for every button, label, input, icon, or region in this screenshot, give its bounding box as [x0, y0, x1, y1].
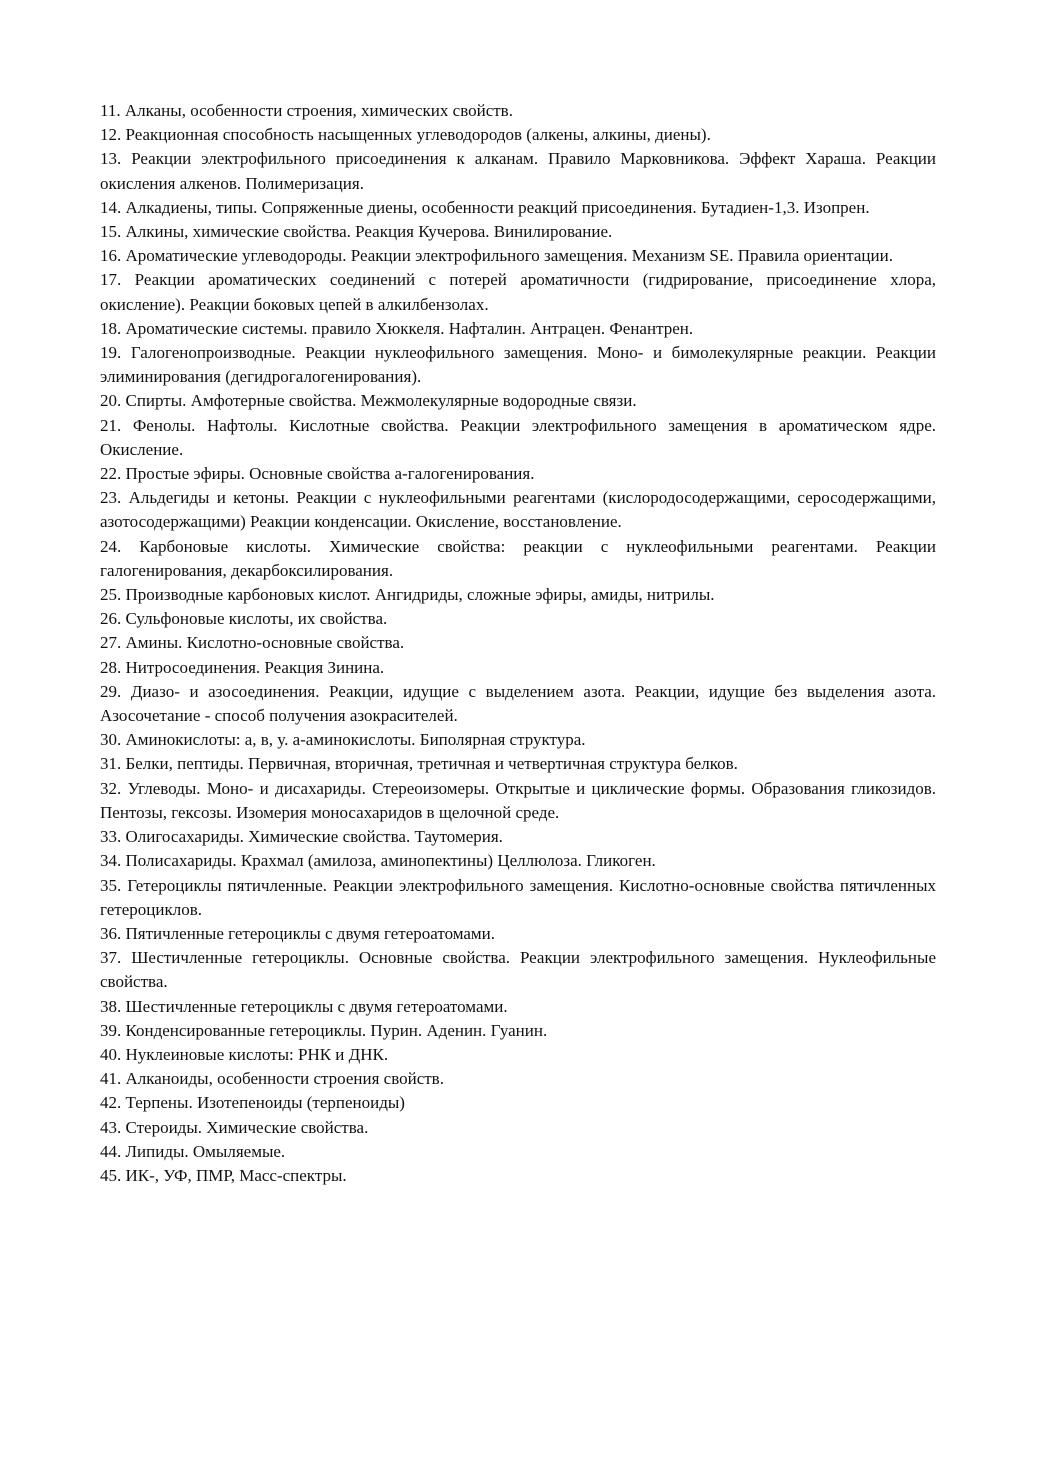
item-number: 35.: [100, 875, 122, 895]
item-number: 27.: [100, 633, 122, 653]
item-text: Нитросоединения. Реакция Зинина.: [125, 657, 385, 677]
item-number: 32.: [100, 778, 122, 798]
list-item-38: [100, 995, 936, 1019]
item-number: 12.: [100, 125, 122, 145]
item-number: 41.: [100, 1069, 122, 1089]
list-item-37: [100, 946, 936, 994]
item-number: 44.: [100, 1141, 122, 1161]
list-item-21: [100, 414, 936, 462]
item-text: Алкадиены, типы. Сопряженные диены, особенности реакций присоединения. Бутадиен-1,3. Изопрен.: [125, 197, 870, 217]
item-number: 39.: [100, 1020, 122, 1040]
list-item-31: [100, 752, 936, 776]
list-item-16: [100, 244, 936, 268]
list-item-33: [100, 825, 936, 849]
item-text: Пятичленные гетероциклы с двумя гетероатомами.: [125, 923, 496, 943]
item-text: Альдегиды и кетоны. Реакции с нуклеофильными реагентами (кислородосодержащими, серосодержащими, азотосодержащими) Реакции конденсации. Окисление, восстановление.: [100, 488, 936, 532]
list-item-27: [100, 631, 936, 655]
item-text: Шестичленные гетероциклы с двумя гетероатомами.: [125, 996, 508, 1016]
item-number: 42.: [100, 1093, 122, 1113]
item-text: Реакции электрофильного присоединения к алканам. Правило Марковникова. Эффект Хараша. Реакции окисления алкенов. Полимеризация.: [100, 149, 937, 193]
item-number: 11.: [100, 101, 121, 120]
item-number: 17.: [100, 270, 122, 290]
list-item-44: [100, 1140, 936, 1164]
list-item-23: [100, 486, 936, 534]
list-item-30: [100, 728, 936, 752]
item-text: ИК-, УФ, ПМР, Масс-спектры.: [125, 1165, 347, 1185]
list-item-19: [100, 341, 936, 389]
item-number: 29.: [100, 681, 122, 701]
item-number: 13.: [100, 149, 122, 169]
list-item-26: [100, 607, 936, 631]
list-item-41: [100, 1067, 936, 1091]
list-item-15: [100, 220, 936, 244]
item-text: Нуклеиновые кислоты: РНК и ДНК.: [125, 1044, 389, 1064]
list-item-14: [100, 196, 936, 220]
list-item-29: [100, 680, 936, 728]
item-number: 45.: [100, 1165, 122, 1185]
item-number: 34.: [100, 851, 122, 871]
item-text: Диазо- и азосоединения. Реакции, идущие с выделением азота. Реакции, идущие без выделения азота. Азосочетание - способ получения азокрасителей.: [100, 681, 936, 726]
item-text: Спирты. Амфотерные свойства. Межмолекулярные водородные связи.: [125, 391, 637, 411]
item-text: Простые эфиры. Основные свойства а-галогенирования.: [125, 464, 535, 484]
item-number: 38.: [100, 996, 122, 1016]
list-item-13: [100, 147, 936, 195]
item-number: 43.: [100, 1117, 122, 1137]
item-number: 21.: [100, 415, 122, 435]
item-number: 22.: [100, 464, 122, 484]
item-number: 30.: [100, 730, 122, 750]
list-item-11: [100, 99, 936, 123]
item-number: 15.: [100, 222, 122, 242]
list-item-28: [100, 656, 936, 680]
list-item-35: [100, 874, 936, 922]
question-list: [100, 99, 936, 1188]
item-text: Амины. Кислотно-основные свойства.: [125, 633, 405, 653]
list-item-18: [100, 317, 936, 341]
item-text: Гетероциклы пятичленные. Реакции электрофильного замещения. Кислотно-основные свойства пятичленных гетероциклов.: [100, 875, 937, 919]
item-number: 20.: [100, 391, 122, 411]
item-text: Фенолы. Нафтолы. Кислотные свойства. Реакции электрофильного замещения в ароматическом ядре. Окисление.: [100, 415, 936, 459]
item-text: Ароматические системы. правило Хюккеля. Нафталин. Антрацен. Фенантрен.: [125, 318, 694, 338]
list-item-36: [100, 922, 936, 946]
list-item-12: [100, 123, 936, 147]
item-text: Алканы, особенности строения, химических свойств.: [124, 101, 513, 120]
item-text: Карбоновые кислоты. Химические свойства: реакции с нуклеофильными реагентами. Реакции галогенирования, декарбоксилирования.: [100, 536, 937, 580]
list-item-32: [100, 777, 936, 825]
item-text: Реакции ароматических соединений с потерей ароматичности (гидрирование, присоединение хлора, окисление). Реакции боковых цепей в алкилбензолах.: [100, 270, 936, 314]
list-item-45: [100, 1164, 936, 1188]
item-number: 36.: [100, 923, 122, 943]
item-number: 31.: [100, 754, 122, 774]
list-item-43: [100, 1116, 936, 1140]
item-text: Стероиды. Химические свойства.: [125, 1117, 369, 1137]
list-item-22: [100, 462, 936, 486]
list-item-42: [100, 1091, 936, 1115]
item-number: 26.: [100, 609, 122, 629]
item-number: 14.: [100, 197, 122, 217]
item-number: 40.: [100, 1044, 122, 1064]
item-number: 37.: [100, 948, 122, 968]
list-item-24: [100, 535, 936, 583]
list-item-25: [100, 583, 936, 607]
item-text: Углеводы. Моно- и дисахариды. Стереоизомеры. Открытые и циклические формы. Образования гликозидов. Пентозы, гексозы. Изомерия моносахаридов в щелочной среде.: [100, 778, 937, 822]
item-text: Сульфоновые кислоты, их свойства.: [125, 609, 388, 629]
item-number: 24.: [100, 536, 122, 556]
item-text: Аминокислоты: а, в, у. а-аминокислоты. Биполярная структура.: [125, 730, 586, 750]
item-number: 16.: [100, 246, 122, 266]
item-number: 19.: [100, 343, 122, 363]
list-item-34: [100, 849, 936, 873]
item-text: Галогенопроизводные. Реакции нуклеофильного замещения. Моно- и бимолекулярные реакции. Реакции элиминирования (дегидрогалогенирования).: [100, 343, 937, 387]
list-item-17: [100, 268, 936, 316]
item-text: Липиды. Омыляемые.: [125, 1141, 286, 1161]
list-item-20: [100, 389, 936, 413]
item-text: Терпены. Изотепеноиды (терпеноиды): [125, 1093, 405, 1113]
list-item-40: [100, 1043, 936, 1067]
item-text: Производные карбоновых кислот. Ангидриды, сложные эфиры, амиды, нитрилы.: [125, 585, 715, 605]
item-number: 28.: [100, 657, 122, 677]
list-item-39: [100, 1019, 936, 1043]
item-text: Алканоиды, особенности строения свойств.: [125, 1069, 444, 1089]
item-text: Шестичленные гетероциклы. Основные свойства. Реакции электрофильного замещения. Нуклеофильные свойства.: [100, 948, 936, 992]
item-number: 23.: [100, 488, 122, 508]
item-text: Ароматические углеводороды. Реакции электрофильного замещения. Механизм SE. Правила ориентации.: [125, 246, 893, 266]
item-number: 18.: [100, 318, 122, 338]
item-text: Алкины, химические свойства. Реакция Кучерова. Винилирование.: [125, 222, 613, 242]
item-text: Конденсированные гетероциклы. Пурин. Аденин. Гуанин.: [125, 1020, 548, 1040]
item-text: Реакционная способность насыщенных углеводородов (алкены, алкины, диены).: [125, 125, 711, 145]
item-text: Олигосахариды. Химические свойства. Таутомерия.: [125, 827, 503, 847]
item-number: 33.: [100, 827, 122, 847]
item-number: 25.: [100, 585, 122, 605]
item-text: Белки, пептиды. Первичная, вторичная, третичная и четвертичная структура белков.: [125, 754, 738, 774]
item-text: Полисахариды. Крахмал (амилоза, аминопектины) Целлюлоза. Гликоген.: [125, 851, 656, 871]
